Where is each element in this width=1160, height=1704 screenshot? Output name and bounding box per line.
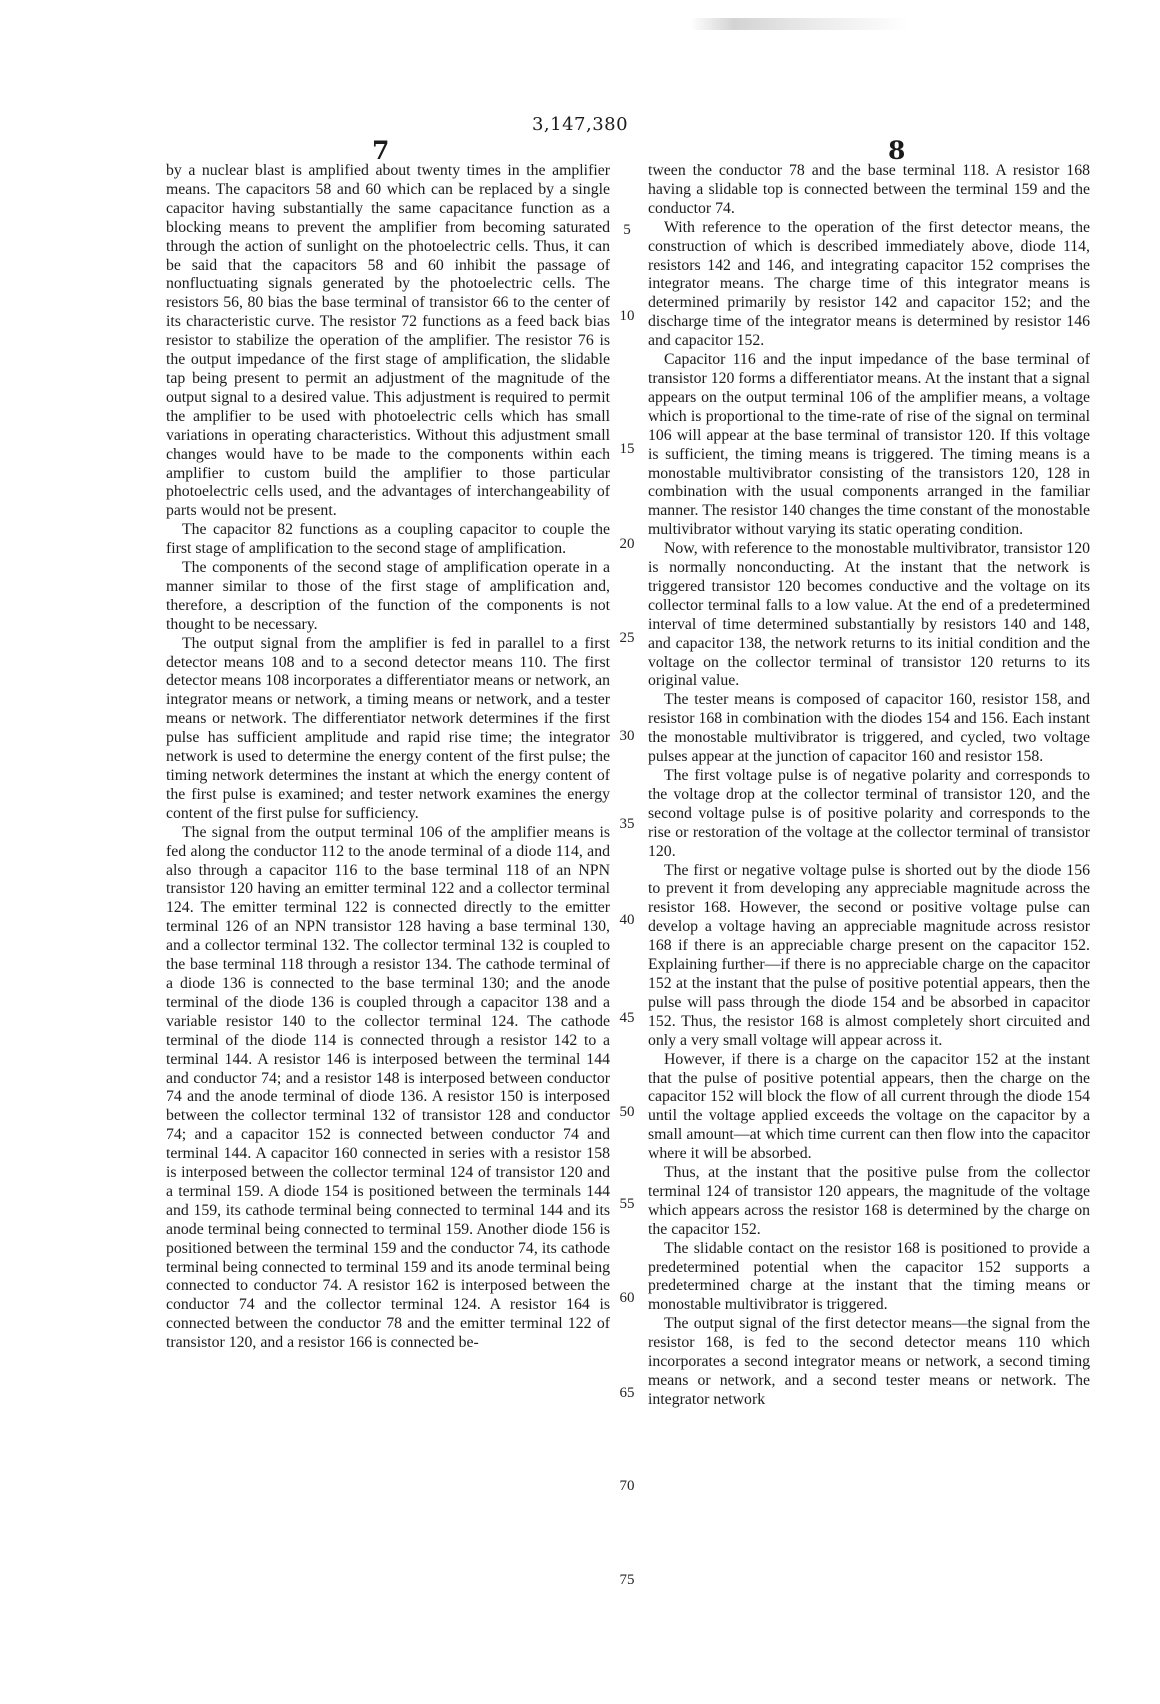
right-paragraph-2: With reference to the operation of the first detector means, the construction of which is described immediately above, diode 114, resistors 142 and 146, and integrating capacitor 152 comprises the integrator means. The charge time of this integrator means is determined primarily by resistor 142 and capacitor 152; and the discharge time of the integrator means is determined by resistor 146 and capacitor 152. xyxy=(648,218,1090,350)
left-paragraph-1: by a nuclear blast is amplified about twenty times in the amplifier means. The capacitors 58 and 60 which can be replaced by a single capacitor having substantially the same capacitance function as a blocking means to prevent the amplifier from becoming saturated through the action of sunlight on the photoelectric cells. Thus, it can be said that the capacitors 58 and 60 inhibit the passage of nonfluctuating signals generated by the photoelectric cells. The resistors 56, 80 bias the base terminal of transistor 66 to the center of its characteristic curve. The resistor 72 functions as a feed back bias resistor to stabilize the operation of the amplifier. The resistor 76 is the output impedance of the first stage of amplification, the slidable tap being present to permit an adjustment of the magnitude of the output signal to a desired value. This adjustment is required to permit the amplifier to be used with photoelectric cells which has small variations in operating characteristics. Without this adjustment small changes would have to be made to the components within each amplifier to custom build the amplifier to those particular photoelectric cells used, and the advantages of interchangeability of parts would not be present. xyxy=(166,162,610,520)
right-paragraph-6: The first voltage pulse is of negative polarity and corresponds to the voltage drop at the collector terminal of transistor 120, and the second voltage pulse is of positive polarity and corresponds to the rise or restoration of the voltage at the collector terminal of transistor 120. xyxy=(648,767,1090,860)
left-paragraph-3: The components of the second stage of amplification operate in a manner similar to those of the first stage of amplification and, therefore, a description of the function of the components is not thought to be necessary. xyxy=(166,559,610,633)
right-page-number: 8 xyxy=(888,136,906,165)
line-number: 70 xyxy=(619,1478,635,1494)
left-paragraph-5: The signal from the output terminal 106 of the amplifier means is fed along the conductor 112 to the anode terminal of a diode 114, and also through a capacitor 116 to the base terminal 118 of an NPN transistor 120 having an emitter terminal 122 and a collector terminal 124. The emitter terminal 122 is connected directly to the emitter terminal 126 of an NPN transistor 128 having a base terminal 130, and a collector terminal 132. The collector terminal 132 is coupled to the base terminal 118 through a resistor 134. The cathode terminal of a diode 136 is connected to the base terminal 130; and the anode terminal of the diode 136 is coupled through a capacitor 138 and a variable resistor 140 to the collector terminal 124. The cathode terminal of the diode 114 is connected through a resistor 142 to a terminal 144. A resistor 146 is interposed between the terminal 144 and conductor 74; and a resistor 148 is interposed between conductor 74 and the anode terminal of diode 136. A resistor 150 is interposed between the collector terminal 132 of transistor 128 and conductor 74; and a capacitor 152 is connected between conductor 74 and terminal 144. A capacitor 160 connected in series with a resistor 158 is interposed between the collector terminal 124 of transistor 120 and a terminal 159. A diode 154 is positioned between the terminals 144 and 159, its cathode terminal being connected to terminal 144 and its anode terminal being connected to terminal 159. Another diode 156 is positioned between the terminal 159 and the conductor 74, its cathode terminal being connected to terminal 159 and its anode terminal being connected to conductor 74. A resistor 162 is interposed between the conductor 74 and the collector terminal 124. A resistor 164 is connected between the conductor 78 and the emitter terminal 122 of transistor 120, and a resistor 166 is connected be- xyxy=(166,823,610,1352)
left-column xyxy=(166,162,610,1353)
right-paragraph-7: The first or negative voltage pulse is shorted out by the diode 156 to prevent it from developing any appreciable magnitude across the resistor 168. However, the second or positive voltage pulse can develop a voltage having an appreciable magnitude across resistor 168 if there is an appreciable charge present on the capacitor 152. Explaining further—if there is no appreciable charge on the capacitor 152 at the instant that the pulse of positive potential appears, then the pulse will pass through the diode 154 and be absorbed in capacitor 152. Thus, the resistor 168 is almost completely short circuited and only a very small voltage will appear across it. xyxy=(648,861,1090,1049)
line-number: 5 xyxy=(623,222,631,238)
line-number: 20 xyxy=(619,536,635,552)
line-number-gutter xyxy=(612,0,642,1704)
line-number: 15 xyxy=(619,441,635,457)
line-number: 55 xyxy=(619,1196,635,1212)
left-paragraph-4: The output signal from the amplifier is fed in parallel to a first detector means 108 and to a second detector means 110. The first detector means 108 incorporates a differentiator means or network, an integrator means or network, a timing means or network, and a tester means or network. The differentiator network determines if the first pulse has sufficient amplitude and rapid rise time; the integrator network is used to determine the energy content of the first pulse; the timing network determines the instant at which the energy content of the first pulse is examined; and tester network examines the energy content of the first pulse for sufficiency. xyxy=(166,634,610,822)
line-number: 45 xyxy=(619,1010,635,1026)
right-paragraph-11: The output signal of the first detector means—the signal from the resistor 168, is fed to the second detector means 110 which incorporates a second integrator means or network, a second timing means or network, and a second tester means or network. The integrator network xyxy=(648,1315,1090,1408)
right-paragraph-3: Capacitor 116 and the input impedance of the base terminal of transistor 120 forms a differentiator means. At the instant that a signal appears on the output terminal 106 of the amplifier means, a voltage which is proportional to the time-rate of rise of the signal on terminal 106 will appear at the base terminal of transistor 120. If this voltage is sufficient, the timing means is triggered. The timing means is a monostable multivibrator consisting of the transistors 120, 128 in combination with the usual components arranged in the familiar manner. The resistor 140 changes the time constant of the monostable multivibrator without varying its static operating condition. xyxy=(648,351,1090,539)
right-paragraph-10: The slidable contact on the resistor 168 is positioned to provide a predetermined potential when the capacitor 152 supports a predetermined charge at the instant that the timing means or monostable multivibrator is triggered. xyxy=(648,1239,1090,1314)
left-page-number: 7 xyxy=(372,136,390,165)
line-number: 10 xyxy=(619,308,635,324)
right-paragraph-8: However, if there is a charge on the capacitor 152 at the instant that the pulse of positive potential appears, then the charge on the capacitor 152 will block the flow of all current through the diode 154 until the voltage applied exceeds the voltage on the capacitor by a small amount—at which time current can then flow into the capacitor where it will be absorbed. xyxy=(648,1050,1090,1163)
line-number: 75 xyxy=(619,1572,635,1588)
line-number: 30 xyxy=(619,728,635,744)
right-paragraph-1: tween the conductor 78 and the base terminal 118. A resistor 168 having a slidable top is connected between the terminal 159 and the conductor 74. xyxy=(648,162,1090,217)
line-number: 25 xyxy=(619,630,635,646)
line-number: 40 xyxy=(619,912,635,928)
right-column xyxy=(648,162,1090,1410)
right-paragraph-9: Thus, at the instant that the positive pulse from the collector terminal 124 of transistor 120 appears, the magnitude of the voltage which appears across the resistor 168 is determined by the charge on the capacitor 152. xyxy=(648,1164,1090,1238)
line-number: 65 xyxy=(619,1385,635,1401)
left-paragraph-2: The capacitor 82 functions as a coupling capacitor to couple the first stage of amplification to the second stage of amplification. xyxy=(166,521,610,558)
right-paragraph-4: Now, with reference to the monostable multivibrator, transistor 120 is normally nonconducting. At the instant that the network is triggered transistor 120 becomes conductive and the voltage on its collector terminal falls to a low value. At the end of a predetermined interval of time determined substantially by resistors 140 and 148, and capacitor 138, the network returns to its initial condition and the voltage on the collector terminal of transistor 120 returns to its original value. xyxy=(648,540,1090,690)
patent-number: 3,147,380 xyxy=(531,114,629,135)
line-number: 50 xyxy=(619,1104,635,1120)
line-number: 35 xyxy=(619,816,635,832)
scan-smudge xyxy=(690,18,910,30)
line-number: 60 xyxy=(619,1290,635,1306)
right-paragraph-5: The tester means is composed of capacitor 160, resistor 158, and resistor 168 in combination with the diodes 154 and 156. Each instant the monostable multivibrator is triggered, and cycled, two voltage pulses appear at the junction of capacitor 160 and resistor 158. xyxy=(648,691,1090,766)
